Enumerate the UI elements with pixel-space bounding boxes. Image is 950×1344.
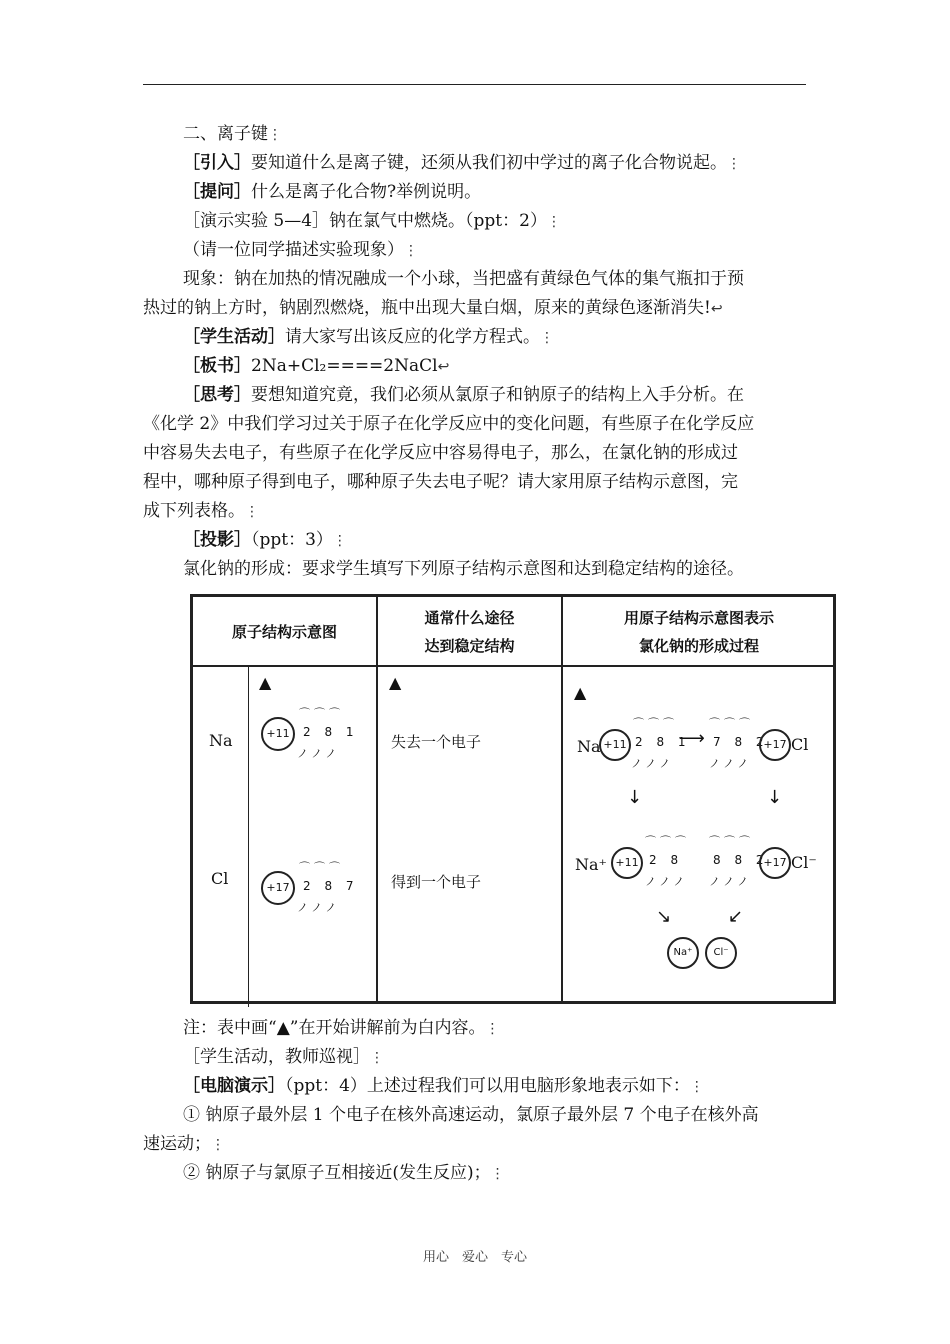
para-student-activity: ［学生活动］请大家写出该反应的化学方程式。⋮ [183, 327, 554, 347]
cl-shells-reverse: 7 8 2 [713, 735, 769, 749]
cl-ion-nucleus: +17 [759, 847, 791, 879]
para-think-5: 成下列表格。⋮ [143, 501, 259, 521]
shell-arcs-top: ⌒⌒⌒ [633, 717, 678, 730]
table-header-process-1: 用原子结构示意图表示 [623, 609, 774, 627]
triangle-marker: ▲ [574, 683, 587, 702]
para-intro: ［引入］要知道什么是离子键，还须从我们初中学过的离子化合物说起。⋮ [183, 153, 741, 173]
para-think-4: 程中，哪种原子得到电子，哪种原子失去电子呢？请大家用原子结构示意图，完 [143, 472, 738, 492]
para-nacl-formation: 氯化钠的形成：要求学生填写下列原子结构示意图和达到稳定结构的途径。 [183, 559, 744, 579]
shell-arcs-bottom: ノノノ [631, 757, 675, 770]
para-demo: ［演示实验 5—4］钠在氯气中燃烧。（ppt：2）⋮ [183, 211, 561, 231]
na-shells: 2 8 1 [635, 735, 691, 749]
para-think-3: 中容易失去电子，有些原子在化学反应中容易得电子，那么，在氯化钠的形成过 [143, 443, 738, 463]
shell-arcs-bottom: ノノノ [709, 757, 753, 770]
cl-ion-symbol: Cl⁻ [791, 853, 817, 872]
triangle-marker: ▲ [389, 673, 402, 692]
para-phenomenon-1: 现象：钠在加热的情况融成一个小球，当把盛有黄绿色气体的集气瓶扣于预 [183, 269, 744, 289]
section-heading: 二、离子键⋮ [183, 124, 282, 144]
cl-label: Cl [211, 869, 229, 888]
cl-symbol: Cl [791, 735, 809, 754]
na-label: Na [209, 731, 233, 750]
table-header-structure: 原子结构示意图 [231, 623, 337, 641]
cl-nucleus: +17 [759, 729, 791, 761]
page-footer: 用心 爱心 专心 [422, 1250, 527, 1265]
na-ion-nucleus: +11 [611, 847, 643, 879]
para-projection: ［投影］（ppt：3）⋮ [183, 530, 347, 550]
cl-way: 得到一个电子 [391, 873, 482, 891]
electron-transfer-arrow: ⟶ [679, 728, 705, 749]
table-header-way-2: 达到稳定结构 [424, 637, 515, 655]
na-shells: 2 8 1 [303, 725, 359, 739]
down-arrow-icon: ↓ [627, 787, 643, 808]
nacl-ion-cl: Cl⁻ [705, 937, 737, 969]
shell-arcs-bottom: ノノノ [709, 875, 753, 888]
na-nucleus: +11 [599, 729, 631, 761]
na-ion-symbol: Na⁺ [575, 855, 607, 874]
triangle-marker: ▲ [259, 673, 272, 692]
na-way: 失去一个电子 [391, 733, 482, 751]
para-step-1b: 速运动；⋮ [143, 1134, 225, 1154]
cl-ion-shells: 8 8 2 [713, 853, 769, 867]
para-step-2: ② 钠原子与氯原子互相接近(发生反应)；⋮ [183, 1163, 505, 1183]
merge-arrow-icon: ↓ [651, 904, 678, 931]
header-rule [143, 84, 806, 85]
shell-arcs-top: ⌒⌒⌒ [709, 835, 754, 848]
para-computer-demo: ［电脑演示］（ppt：4）上述过程我们可以用电脑形象地表示如下：⋮ [183, 1076, 704, 1096]
na-ion-shells: 2 8 [649, 853, 684, 867]
shell-arcs-bottom: ノノノ [645, 875, 689, 888]
para-phenomenon-2: 热过的钠上方时，钠剧烈燃烧，瓶中出现大量白烟，原来的黄绿色逐渐消失!↩ [143, 298, 723, 318]
merge-arrow-icon: ↓ [721, 904, 748, 931]
para-note: 注：表中画“▲”在开始讲解前为白内容。⋮ [183, 1018, 500, 1038]
atom-structure-table [190, 594, 836, 1004]
para-think-2: 《化学 2》中我们学习过关于原子在化学反应中的变化问题，有些原子在化学反应 [143, 414, 755, 434]
nacl-ion-na: Na⁺ [667, 937, 699, 969]
para-think-1: ［思考］要想知道究竟，我们必须从氯原子和钠原子的结构上入手分析。在 [183, 385, 744, 405]
na-shell-arcs-bottom: ノノノ [297, 747, 341, 760]
para-step-1a: ① 钠原子最外层 1 个电子在核外高速运动，氯原子最外层 7 个电子在核外高 [183, 1105, 759, 1125]
na-nucleus: +11 [261, 717, 295, 751]
table-header-process-2: 氯化钠的形成过程 [638, 637, 759, 655]
cl-nucleus: +17 [261, 871, 295, 905]
shell-arcs-top: ⌒⌒⌒ [645, 835, 690, 848]
table-header-divider [193, 665, 833, 667]
table-subcol-divider [248, 667, 249, 1007]
cl-shell-arcs-top: ⌒⌒⌒ [299, 861, 344, 874]
down-arrow-icon: ↓ [767, 787, 783, 808]
para-board: ［板书］2Na+Cl₂====2NaCl↩ [183, 356, 450, 376]
na-symbol: Na [577, 737, 601, 756]
shell-arcs-top: ⌒⌒⌒ [709, 717, 754, 730]
table-header-way-1: 通常什么途径 [424, 609, 515, 627]
na-shell-arcs-top: ⌒⌒⌒ [299, 707, 344, 720]
para-describe: （请一位同学描述实验现象）⋮ [183, 240, 418, 260]
para-question: ［提问］什么是离子化合物?举例说明。 [183, 182, 482, 202]
para-activity-patrol: ［学生活动，教师巡视］⋮ [183, 1047, 384, 1067]
cl-shells: 2 8 7 [303, 879, 359, 893]
cl-shell-arcs-bottom: ノノノ [297, 901, 341, 914]
